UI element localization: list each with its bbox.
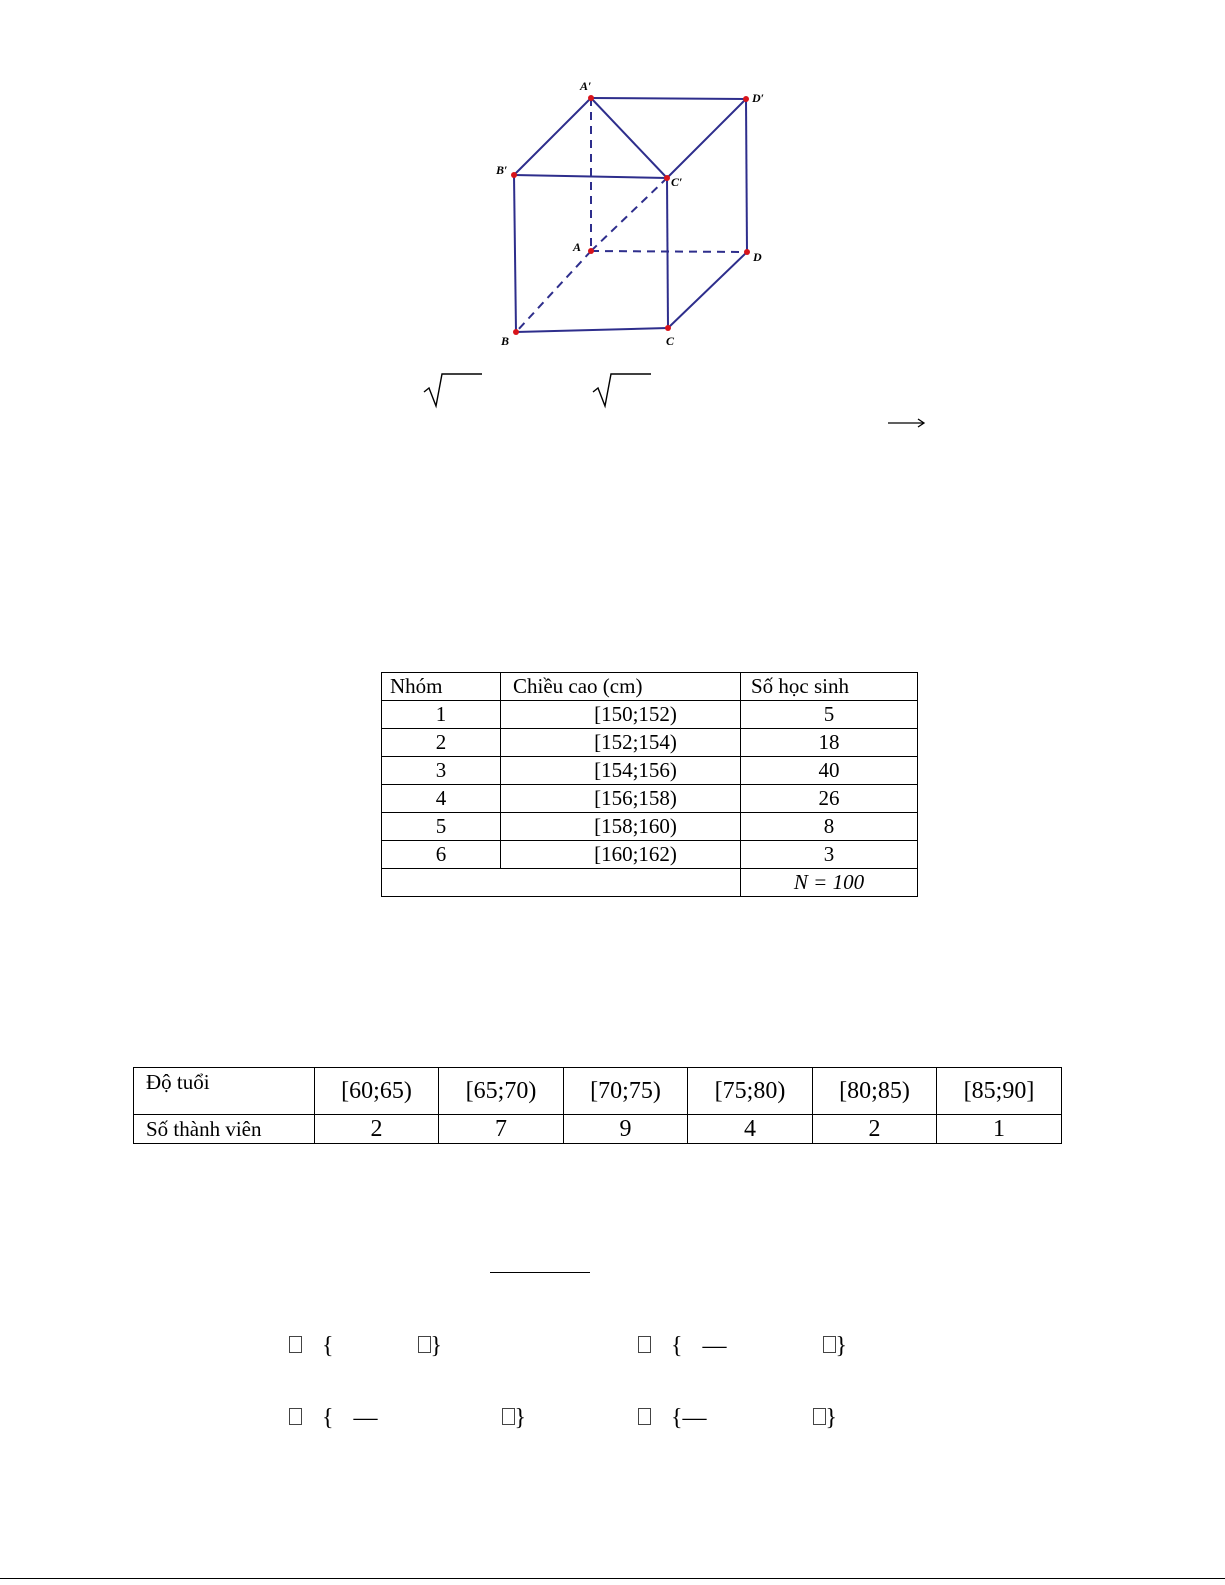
vertex-a-prime [588, 95, 594, 101]
vertex-c [665, 325, 671, 331]
interval-cell: [60;65) [315, 1068, 439, 1115]
table-total-row [382, 869, 918, 897]
option-b: { — } [638, 1333, 847, 1360]
vertex-b-prime [511, 172, 517, 178]
group-cell: 6 [382, 841, 501, 869]
label-c: C [666, 334, 675, 348]
empty-cell [382, 869, 741, 897]
label-d: D [753, 250, 762, 264]
count-cell: 9 [564, 1115, 688, 1144]
row-label: Số thành viên [134, 1115, 315, 1144]
missing-glyph-icon [813, 1408, 826, 1425]
table-row [382, 757, 918, 785]
missing-glyph-icon [638, 1408, 651, 1425]
total-cell: N = 100 [741, 869, 918, 897]
member-count-row [134, 1115, 1062, 1144]
vertex-b [513, 329, 519, 335]
option-a: { } [289, 1333, 442, 1360]
count-cell: 4 [688, 1115, 813, 1144]
group-cell: 5 [382, 813, 501, 841]
missing-glyph-icon [823, 1336, 836, 1353]
vertex-d [744, 249, 750, 255]
count-cell: 26 [741, 785, 918, 813]
height-frequency-table [381, 672, 918, 897]
group-cell: 4 [382, 785, 501, 813]
option-c: { — } [289, 1405, 526, 1432]
table-row [382, 813, 918, 841]
interval-cell: [65;70) [439, 1068, 564, 1115]
count-cell: 2 [315, 1115, 439, 1144]
count-cell: 8 [741, 813, 918, 841]
count-cell: 2 [813, 1115, 937, 1144]
interval-cell: [75;80) [688, 1068, 813, 1115]
label-a: A [573, 240, 582, 254]
count-cell: 40 [741, 757, 918, 785]
interval-cell: [80;85) [813, 1068, 937, 1115]
table-row [382, 729, 918, 757]
label-b-prime: B′ [496, 163, 508, 177]
label-a-prime: A′ [580, 79, 592, 93]
interval-cell: [70;75) [564, 1068, 688, 1115]
table-row [382, 785, 918, 813]
page-bottom-rule [0, 1578, 1225, 1579]
fraction-bar [490, 1272, 590, 1273]
cube-figure [470, 70, 790, 360]
missing-glyph-icon [289, 1408, 302, 1425]
table-row [382, 701, 918, 729]
missing-glyph-icon [502, 1408, 515, 1425]
vertex-c-prime [664, 175, 670, 181]
range-cell: [154;156) [501, 757, 741, 785]
interval-cell: [85;90] [937, 1068, 1062, 1115]
range-cell: [158;160) [501, 813, 741, 841]
sqrt-symbol-2 [591, 370, 653, 410]
range-cell: [152;154) [501, 729, 741, 757]
label-c-prime: C′ [671, 175, 683, 189]
age-frequency-table [133, 1067, 1062, 1144]
count-cell: 7 [439, 1115, 564, 1144]
option-d: {— } [638, 1405, 837, 1432]
range-cell: [156;158) [501, 785, 741, 813]
table-header-row [382, 673, 918, 701]
table-row [382, 841, 918, 869]
header-cell: Nhóm [382, 673, 501, 701]
range-cell: [160;162) [501, 841, 741, 869]
vector-arrow-icon [887, 416, 927, 430]
group-cell: 1 [382, 701, 501, 729]
missing-glyph-icon [418, 1336, 431, 1353]
vertex-a [588, 248, 594, 254]
group-cell: 2 [382, 729, 501, 757]
range-cell: [150;152) [501, 701, 741, 729]
missing-glyph-icon [289, 1336, 302, 1353]
label-d-prime: D′ [752, 91, 765, 105]
header-cell: Số học sinh [741, 673, 918, 701]
group-cell: 3 [382, 757, 501, 785]
row-label: Độ tuổi [134, 1068, 315, 1115]
vertex-d-prime [743, 96, 749, 102]
count-cell: 1 [937, 1115, 1062, 1144]
count-cell: 5 [741, 701, 918, 729]
age-interval-row [134, 1068, 1062, 1115]
missing-glyph-icon [638, 1336, 651, 1353]
header-cell: Chiều cao (cm) [501, 673, 741, 701]
count-cell: 3 [741, 841, 918, 869]
sqrt-symbol-1 [422, 370, 484, 410]
count-cell: 18 [741, 729, 918, 757]
label-b: B [501, 334, 510, 348]
